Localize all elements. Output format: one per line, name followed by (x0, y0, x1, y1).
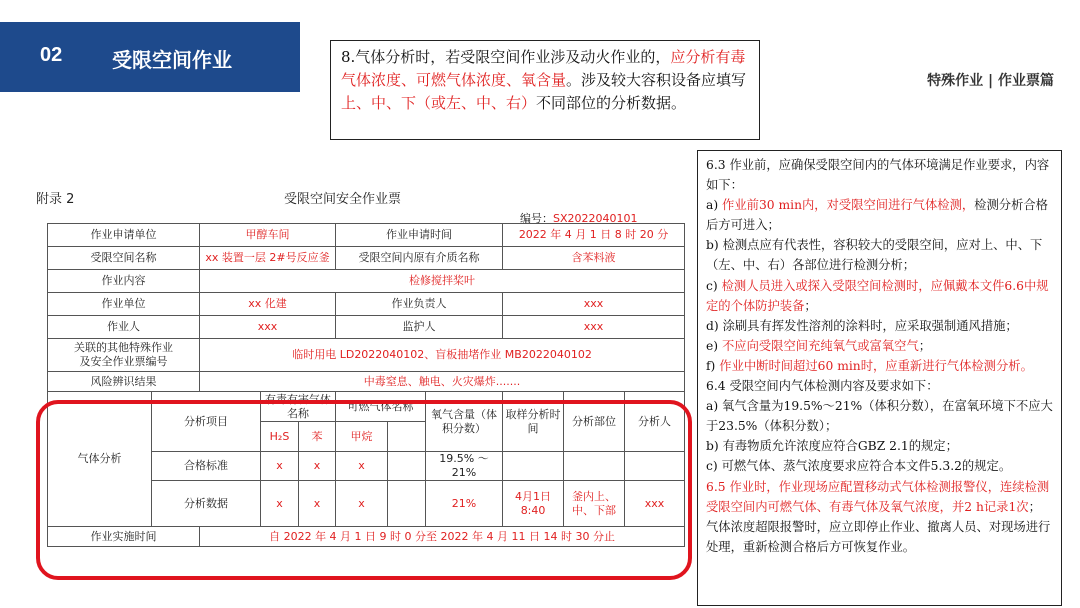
form-number-value: SX2022040101 (553, 212, 638, 225)
note2-highlight: 检测人员进入或探入受限空间检测时，应佩戴本文件6.6中规定的个体防护装备 (706, 278, 1049, 313)
standard-label: 合格标准 (152, 452, 261, 481)
note2-paragraph (706, 336, 1053, 356)
medium-value: 含苯料液 (503, 247, 685, 270)
apply-unit-label: 作业申请单位 (48, 224, 200, 247)
related-label-line2: 及安全作业票编号 (79, 355, 168, 368)
space-name-value: xx 装置一层 2#号反应釜 (200, 247, 336, 270)
data-analyst: xxx (625, 481, 685, 527)
note2-paragraph (706, 436, 1053, 456)
note-gas-analysis (330, 40, 760, 140)
std-analyst-empty (625, 452, 685, 481)
note2-text: 6.4 受限空间内气体检测内容及要求如下： (706, 379, 939, 394)
medium-label: 受限空间内原有介质名称 (336, 247, 503, 270)
flammable-gas-empty (388, 422, 426, 452)
note2-text: b) 有毒物质允许浓度应符合GBZ 2.1的规定； (706, 439, 958, 454)
space-name-label: 受限空间名称 (48, 247, 200, 270)
data-toxic-1: x (261, 481, 299, 527)
note2-paragraph (706, 396, 1053, 436)
work-content-label: 作业内容 (48, 270, 200, 293)
risk-value: 中毒窒息、触电、火灾爆炸....... (200, 372, 685, 392)
note2-highlight: 不应向受限空间充纯氧气或富氧空气 (721, 338, 919, 353)
note2-text: c) (706, 278, 722, 293)
work-unit-label: 作业单位 (48, 293, 200, 316)
data-toxic-2: x (299, 481, 336, 527)
form-number-label: 编号： (520, 212, 553, 225)
flammable-gas-1: 甲烷 (336, 422, 388, 452)
note2-paragraph (706, 195, 1053, 235)
data-flammable-1: x (336, 481, 388, 527)
note2-paragraph (706, 155, 1053, 195)
impl-time-value: 自 2022 年 4 月 1 日 9 时 0 分至 2022 年 4 月 11 日 14 时 30 分止 (200, 527, 685, 547)
note-standard-clauses (697, 150, 1062, 606)
note2-paragraph (706, 376, 1053, 396)
data-oxygen: 21% (426, 481, 503, 527)
note2-text: a) 氧气含量为19.5%～21%（体积分数），在富氧环境下不应大于23.5%（体积分数）； (706, 399, 1053, 434)
toxic-gas-header: 有毒有害气体名称 (261, 392, 336, 422)
sample-time-header: 取样分析时间 (503, 392, 564, 452)
impl-time-label: 作业实施时间 (48, 527, 200, 547)
std-toxic-2: x (299, 452, 336, 481)
note2-highlight: 作业中断时间超过60 min时，应重新进行气体检测分析。 (719, 358, 1033, 373)
std-oxygen: 19.5% ～ 21% (426, 452, 503, 481)
note2-highlight: 6.5 (706, 479, 730, 494)
note1-highlight: 应分析有毒气体浓度、可燃气体浓度、氧含量 (341, 48, 746, 89)
note2-text: 检测分析合格后方可进入； (706, 198, 1048, 233)
gas-analysis-label: 气体分析 (48, 392, 152, 527)
note2-text: d) 涂刷具有挥发性溶剂的涂料时，应采取强制通风措施； (706, 318, 1018, 333)
note2-paragraph (706, 356, 1053, 376)
risk-label: 风险辨识结果 (48, 372, 200, 392)
note2-paragraph (706, 456, 1053, 476)
data-sample-time: 4月1日 8:40 (503, 481, 564, 527)
work-unit-value: xx 化建 (200, 293, 336, 316)
note2-text: a) (706, 198, 723, 213)
worker-label: 作业人 (48, 316, 200, 339)
note2-paragraph (706, 477, 1053, 557)
note2-paragraph (706, 276, 1053, 316)
work-content-value: 检修搅拌桨叶 (200, 270, 685, 293)
guardian-value: xxx (503, 316, 685, 339)
section-title: 受限空间作业 (112, 48, 232, 72)
data-flammable-empty (388, 481, 426, 527)
note2-paragraph (706, 316, 1053, 336)
guardian-label: 监护人 (336, 316, 503, 339)
note2-text: ；气体浓度超限报警时，应立即停止作业、撤离人员、对现场进行处理，重新检测合格后方可恢复作业。 (706, 499, 1051, 554)
note2-text: c) 可燃气体、蒸气浓度要求应符合本文件5.3.2的规定。 (706, 459, 1012, 474)
apply-time-value: 2022 年 4 月 1 日 8 时 20 分 (503, 224, 685, 247)
note2-text: b) 检测点应有代表性，容积较大的受限空间，应对上、中、下（左、中、右）各部位进行检测分析； (706, 238, 1043, 273)
note2-highlight: 作业前30 min内，对受限空间进行气体检测， (722, 198, 975, 213)
flammable-gas-header: 可燃气体名称 (336, 392, 426, 422)
note2-highlight: 作业时，作业现场应配置移动式气体检测报警仪，连续检测受限空间内可燃气体、有毒气体及氧气浓度，并2 h记录1次 (706, 479, 1050, 514)
data-label: 分析数据 (152, 481, 261, 527)
std-position-empty (564, 452, 625, 481)
std-time-empty (503, 452, 564, 481)
apply-time-label: 作业申请时间 (336, 224, 503, 247)
leader-label: 作业负责人 (336, 293, 503, 316)
form-title: 受限空间安全作业票 (284, 192, 402, 207)
toxic-gas-2: 苯 (299, 422, 336, 452)
top-right-caption: 特殊作业 | 作业票篇 (927, 73, 1054, 89)
note2-text: 6.3 作业前，应确保受限空间内的气体环境满足作业要求，内容如下： (706, 158, 1050, 193)
related-permits-value: 临时用电 LD2022040102、盲板抽堵作业 MB2022040102 (200, 339, 685, 372)
analysis-item-label: 分析项目 (152, 392, 261, 452)
worker-value: xxx (200, 316, 336, 339)
data-position: 釜内上、中、下部 (564, 481, 625, 527)
position-header: 分析部位 (564, 392, 625, 452)
note2-paragraph (706, 235, 1053, 275)
std-flammable-1: x (336, 452, 388, 481)
note2-text: ； (918, 338, 932, 353)
note2-text: ； (804, 298, 817, 313)
related-label-line1: 关联的其他特殊作业 (74, 341, 173, 354)
analyst-header: 分析人 (625, 392, 685, 452)
note1-text: 8.气体分析时，若受限空间作业涉及动火作业的， (341, 48, 671, 66)
note1-text: 。涉及较大容积设备应填写 (566, 71, 747, 89)
leader-value: xxx (503, 293, 685, 316)
work-permit-form (47, 223, 685, 547)
note1-highlight: 上、中、下（或左、中、右） (341, 94, 537, 112)
section-number: 02 (40, 44, 63, 66)
section-header (0, 22, 300, 92)
note1-text: 不同部位的分析数据。 (536, 94, 687, 112)
std-toxic-1: x (261, 452, 299, 481)
appendix-label: 附录 2 (36, 192, 75, 207)
related-permits-label (48, 339, 200, 372)
oxygen-header: 氧气含量（体积分数） (426, 392, 503, 452)
toxic-gas-1: H₂S (261, 422, 299, 452)
note2-text: e) (706, 338, 722, 353)
note2-text: f) (706, 358, 720, 373)
std-flammable-empty (388, 452, 426, 481)
apply-unit-value: 甲醇车间 (200, 224, 336, 247)
